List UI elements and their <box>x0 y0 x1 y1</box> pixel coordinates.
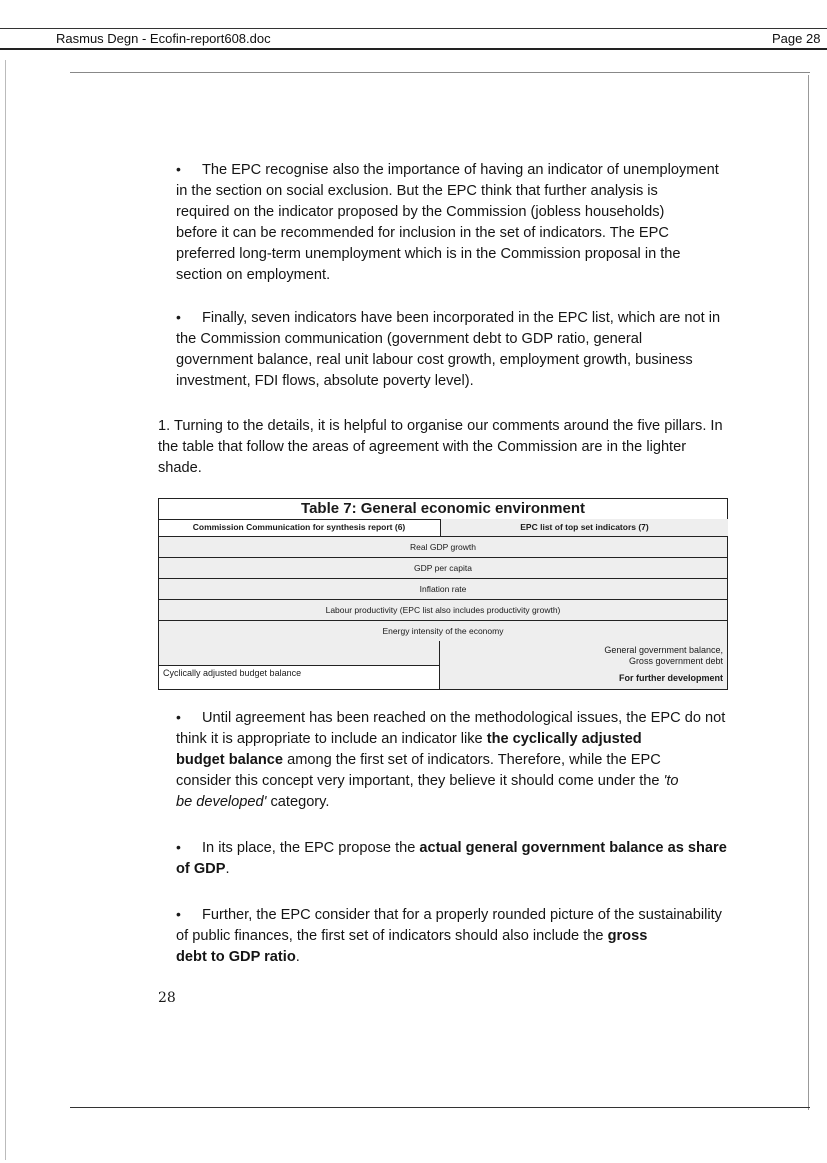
bullet-bottom-line <box>202 838 727 859</box>
bullet-bottom-line-bold: the cyclically adjusted <box>486 731 642 747</box>
table-left-shade <box>159 641 439 665</box>
table-title: Table 7: General economic environment <box>159 499 727 520</box>
table-header-left-label: Commission Communication for synthesis report (6) <box>192 522 406 532</box>
table-row <box>159 621 727 642</box>
bullet-bottom-line-italic: be developed' <box>176 794 267 810</box>
bullet-bottom-line-bold: budget balance <box>176 752 284 768</box>
table-column-divider <box>439 641 440 689</box>
bullet-bottom-bullet-icon: • <box>176 709 181 725</box>
table-row-label: GDP per capita <box>414 563 472 573</box>
bullet-top-bullet-icon: • <box>176 309 181 325</box>
bullet-bottom-line-text: category. <box>266 794 330 810</box>
table-right-only-item-1: General government balance, <box>604 645 723 655</box>
bullet-bottom-bullet-icon: • <box>176 839 181 855</box>
bullet-bottom-line-bold: debt to GDP ratio <box>176 949 296 965</box>
scan-edge-left <box>5 60 6 1160</box>
table-row <box>159 579 727 600</box>
page-label: Page 28 <box>772 31 821 46</box>
scan-edge-right <box>808 75 809 1110</box>
bullet-top-line: preferred long-term unemployment which is in the Commission proposal in the <box>176 246 681 262</box>
bullet-bottom-line <box>176 947 300 968</box>
numbered-para-line: shade. <box>158 460 202 476</box>
bullet-bottom-line-text: think it is appropriate to include an indicator like <box>176 731 487 747</box>
bullet-top-line: the Commission communication (government debt to GDP ratio, general <box>176 331 643 347</box>
bullet-bottom-line-bold: gross <box>607 928 648 944</box>
bullet-bottom-line-text: In its place, the EPC propose the <box>202 840 420 856</box>
header-rule-bottom <box>0 48 827 50</box>
table-row-label: Energy intensity of the economy <box>382 626 504 636</box>
bullet-bottom-line-italic: 'to <box>663 773 679 789</box>
page-number: 28 <box>158 990 176 1006</box>
table-row <box>159 558 727 579</box>
bullet-top-line: Finally, seven indicators have been incorporated in the EPC list, which are not in <box>202 310 721 326</box>
table-row <box>159 537 727 558</box>
bullet-top-line: government balance, real unit labour cost growth, employment growth, business <box>176 352 693 368</box>
header-rule-top <box>0 28 827 29</box>
table-right-only-item-2: Gross government debt <box>628 656 723 666</box>
bullet-bottom-line <box>176 926 647 947</box>
table-row-label: Real GDP growth <box>410 542 476 552</box>
bullet-bottom-line <box>202 708 725 729</box>
table-left-split <box>159 665 439 666</box>
bullet-bottom-line-text: . <box>225 861 230 877</box>
page-frame-top <box>70 72 810 73</box>
table-header-row <box>159 519 727 537</box>
bullet-bottom-line-bold: actual general government balance as share <box>419 840 727 856</box>
bullet-top-line: required on the indicator proposed by the Commission (jobless households) <box>176 204 665 220</box>
table-header-left <box>159 519 439 536</box>
bullet-top-line: section on employment. <box>176 267 331 283</box>
bullet-top-line: investment, FDI flows, absolute poverty level). <box>176 373 474 389</box>
bullet-bottom-line-text: of public finances, the first set of indicators should also include the <box>176 928 608 944</box>
bullet-top-line: in the section on social exclusion. But the EPC think that further analysis is <box>176 183 658 199</box>
bullet-bottom-line-text: consider this concept very important, they believe it should come under the <box>176 773 664 789</box>
bullet-bottom-line <box>176 729 642 750</box>
table-row <box>159 600 727 621</box>
table-right-only-item-3: For further development <box>618 673 723 683</box>
numbered-para-line: the table that follow the areas of agreement with the Commission are in the lighter <box>158 439 687 455</box>
bullet-top-line: before it can be recommended for inclusion in the set of indicators. The EPC <box>176 225 669 241</box>
bullet-bottom-bullet-icon: • <box>176 906 181 922</box>
bullet-bottom-line-text: . <box>295 949 300 965</box>
table-row-label: Labour productivity (EPC list also includes productivity growth) <box>325 605 561 615</box>
table-header-right <box>440 519 728 536</box>
table-divergent-rows <box>159 641 727 689</box>
bullet-top-bullet-icon: • <box>176 161 181 177</box>
bullet-bottom-line <box>176 792 329 813</box>
bullet-bottom-line-text: among the first set of indicators. Therefore, while the EPC <box>283 752 661 768</box>
bullet-bottom-line <box>176 771 679 792</box>
table-header-right-label: EPC list of top set indicators (7) <box>520 522 649 532</box>
bullet-bottom-line-text: Until agreement has been reached on the methodological issues, the EPC do not <box>202 710 726 726</box>
bullet-bottom-line <box>202 905 722 926</box>
table-left-only-item: Cyclically adjusted budget balance <box>163 668 302 678</box>
bullet-bottom-line-bold: of GDP <box>176 861 226 877</box>
table-row-label: Inflation rate <box>419 584 467 594</box>
bullet-bottom-line-text: Further, the EPC consider that for a properly rounded picture of the sustainability <box>202 907 722 923</box>
bullet-top-line: The EPC recognise also the importance of having an indicator of unemployment <box>202 162 719 178</box>
document-title: Rasmus Degn - Ecofin-report608.doc <box>56 31 271 46</box>
numbered-para-line: 1. Turning to the details, it is helpful to organise our comments around the five pillars. In <box>158 418 723 434</box>
page-frame-bottom <box>70 1107 810 1108</box>
bullet-bottom-line <box>176 859 230 880</box>
bullet-bottom-line <box>176 750 661 771</box>
table-general-economic-environment <box>158 498 728 690</box>
